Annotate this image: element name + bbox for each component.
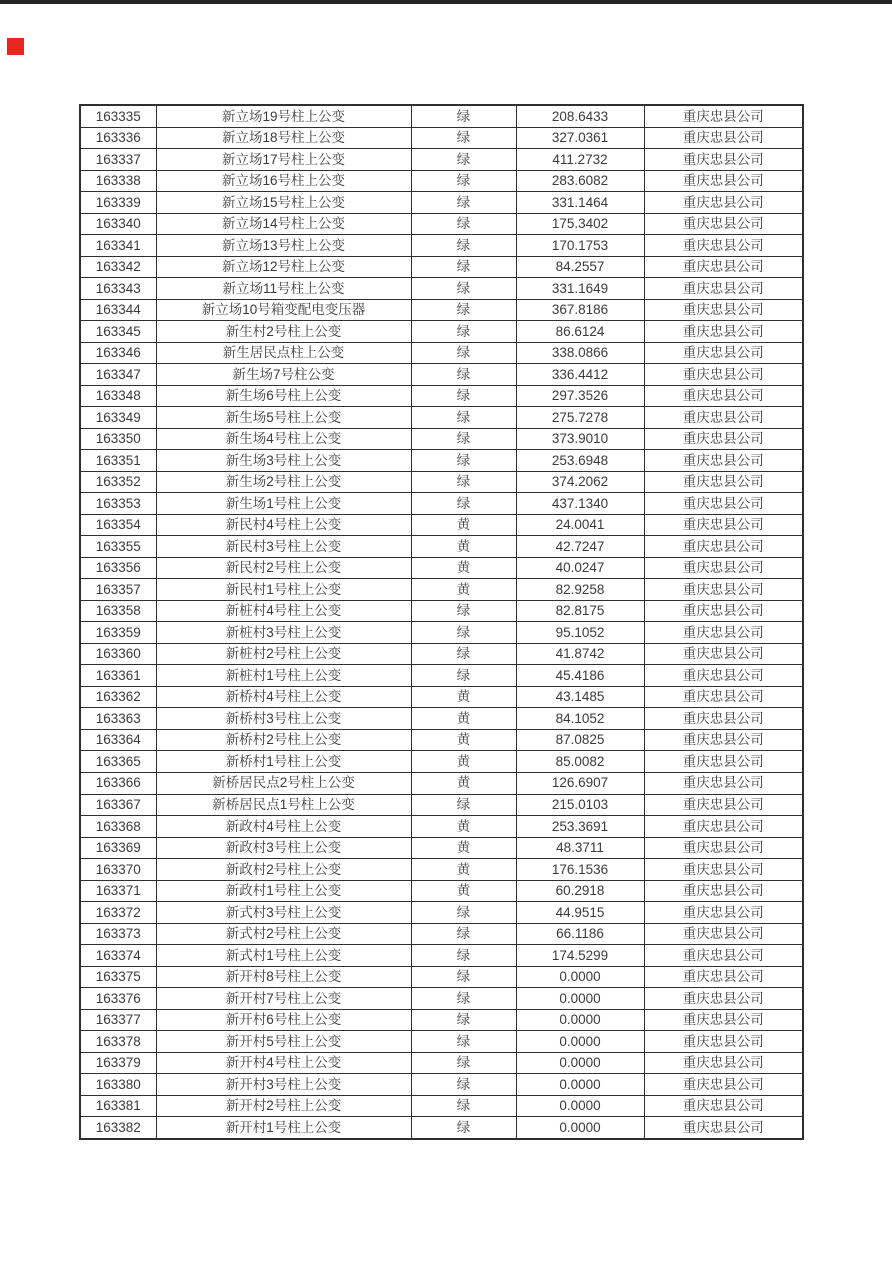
red-marker	[7, 38, 24, 55]
row-company-cell: 重庆忠县公司	[644, 1052, 803, 1074]
table-row	[80, 1009, 803, 1031]
table-row	[80, 1074, 803, 1096]
row-company-cell: 重庆忠县公司	[644, 127, 803, 149]
row-company-cell: 重庆忠县公司	[644, 299, 803, 321]
row-status-cell: 绿	[411, 622, 516, 644]
table-row	[80, 837, 803, 859]
transformer-table	[79, 104, 804, 1140]
table-row	[80, 428, 803, 450]
row-name-cell: 新式村1号柱上公变	[156, 945, 411, 967]
row-value-cell: 60.2918	[516, 880, 644, 902]
row-value-cell: 0.0000	[516, 1074, 644, 1096]
table-row	[80, 772, 803, 794]
row-status-cell: 黄	[411, 772, 516, 794]
row-company-cell: 重庆忠县公司	[644, 772, 803, 794]
page-top-border	[0, 0, 892, 4]
table-row	[80, 859, 803, 881]
row-status-cell: 绿	[411, 1117, 516, 1139]
row-status-cell: 绿	[411, 105, 516, 127]
row-id-cell: 163351	[80, 450, 156, 472]
table-row	[80, 364, 803, 386]
row-company-cell: 重庆忠县公司	[644, 622, 803, 644]
table-row	[80, 514, 803, 536]
row-status-cell: 黄	[411, 880, 516, 902]
row-status-cell: 绿	[411, 192, 516, 214]
table-row	[80, 751, 803, 773]
row-value-cell: 373.9010	[516, 428, 644, 450]
row-name-cell: 新桥居民点1号柱上公变	[156, 794, 411, 816]
row-status-cell: 绿	[411, 643, 516, 665]
row-value-cell: 338.0866	[516, 342, 644, 364]
row-id-cell: 163357	[80, 579, 156, 601]
row-id-cell: 163341	[80, 235, 156, 257]
row-name-cell: 新生场6号柱上公变	[156, 385, 411, 407]
row-status-cell: 绿	[411, 600, 516, 622]
row-status-cell: 绿	[411, 149, 516, 171]
row-name-cell: 新桥村3号柱上公变	[156, 708, 411, 730]
row-id-cell: 163378	[80, 1031, 156, 1053]
table-body	[80, 105, 803, 1139]
row-status-cell: 黄	[411, 579, 516, 601]
row-status-cell: 黄	[411, 557, 516, 579]
row-company-cell: 重庆忠县公司	[644, 364, 803, 386]
row-status-cell: 黄	[411, 751, 516, 773]
row-value-cell: 253.3691	[516, 816, 644, 838]
table-row	[80, 880, 803, 902]
row-id-cell: 163337	[80, 149, 156, 171]
row-name-cell: 新开村4号柱上公变	[156, 1052, 411, 1074]
row-status-cell: 黄	[411, 816, 516, 838]
table-row	[80, 1117, 803, 1139]
table-row	[80, 105, 803, 127]
row-status-cell: 绿	[411, 966, 516, 988]
row-status-cell: 黄	[411, 859, 516, 881]
row-value-cell: 0.0000	[516, 1009, 644, 1031]
table-row	[80, 471, 803, 493]
row-status-cell: 绿	[411, 321, 516, 343]
row-id-cell: 163352	[80, 471, 156, 493]
row-id-cell: 163368	[80, 816, 156, 838]
row-name-cell: 新生场7号柱公变	[156, 364, 411, 386]
row-id-cell: 163345	[80, 321, 156, 343]
row-name-cell: 新立场15号柱上公变	[156, 192, 411, 214]
row-value-cell: 43.1485	[516, 686, 644, 708]
row-name-cell: 新式村3号柱上公变	[156, 902, 411, 924]
row-status-cell: 黄	[411, 536, 516, 558]
row-status-cell: 绿	[411, 988, 516, 1010]
row-status-cell: 绿	[411, 1074, 516, 1096]
row-name-cell: 新开村8号柱上公变	[156, 966, 411, 988]
table-row	[80, 902, 803, 924]
row-id-cell: 163364	[80, 729, 156, 751]
row-company-cell: 重庆忠县公司	[644, 988, 803, 1010]
row-id-cell: 163353	[80, 493, 156, 515]
row-id-cell: 163340	[80, 213, 156, 235]
row-id-cell: 163336	[80, 127, 156, 149]
row-name-cell: 新立场19号柱上公变	[156, 105, 411, 127]
row-name-cell: 新立场16号柱上公变	[156, 170, 411, 192]
row-id-cell: 163377	[80, 1009, 156, 1031]
row-value-cell: 367.8186	[516, 299, 644, 321]
row-id-cell: 163360	[80, 643, 156, 665]
table-row	[80, 342, 803, 364]
row-value-cell: 215.0103	[516, 794, 644, 816]
row-value-cell: 24.0041	[516, 514, 644, 536]
row-id-cell: 163379	[80, 1052, 156, 1074]
row-name-cell: 新民村2号柱上公变	[156, 557, 411, 579]
row-company-cell: 重庆忠县公司	[644, 407, 803, 429]
row-name-cell: 新立场12号柱上公变	[156, 256, 411, 278]
table-row	[80, 407, 803, 429]
table-row	[80, 299, 803, 321]
row-status-cell: 黄	[411, 514, 516, 536]
table-row	[80, 686, 803, 708]
row-company-cell: 重庆忠县公司	[644, 902, 803, 924]
row-value-cell: 208.6433	[516, 105, 644, 127]
row-value-cell: 0.0000	[516, 988, 644, 1010]
row-value-cell: 82.9258	[516, 579, 644, 601]
row-status-cell: 绿	[411, 1052, 516, 1074]
row-status-cell: 黄	[411, 708, 516, 730]
row-value-cell: 82.8175	[516, 600, 644, 622]
row-id-cell: 163363	[80, 708, 156, 730]
row-name-cell: 新桩村3号柱上公变	[156, 622, 411, 644]
row-id-cell: 163346	[80, 342, 156, 364]
table-row	[80, 945, 803, 967]
row-status-cell: 黄	[411, 686, 516, 708]
row-id-cell: 163356	[80, 557, 156, 579]
row-name-cell: 新立场10号箱变配电变压器	[156, 299, 411, 321]
row-value-cell: 331.1649	[516, 278, 644, 300]
row-name-cell: 新式村2号柱上公变	[156, 923, 411, 945]
table-row	[80, 794, 803, 816]
row-company-cell: 重庆忠县公司	[644, 450, 803, 472]
row-name-cell: 新桥居民点2号柱上公变	[156, 772, 411, 794]
row-status-cell: 绿	[411, 428, 516, 450]
row-status-cell: 绿	[411, 170, 516, 192]
row-value-cell: 331.1464	[516, 192, 644, 214]
row-value-cell: 437.1340	[516, 493, 644, 515]
row-status-cell: 绿	[411, 364, 516, 386]
table-row	[80, 278, 803, 300]
row-value-cell: 86.6124	[516, 321, 644, 343]
row-name-cell: 新民村3号柱上公变	[156, 536, 411, 558]
row-company-cell: 重庆忠县公司	[644, 493, 803, 515]
row-name-cell: 新立场18号柱上公变	[156, 127, 411, 149]
row-id-cell: 163343	[80, 278, 156, 300]
row-value-cell: 253.6948	[516, 450, 644, 472]
row-id-cell: 163338	[80, 170, 156, 192]
row-value-cell: 297.3526	[516, 385, 644, 407]
table-row	[80, 1095, 803, 1117]
row-company-cell: 重庆忠县公司	[644, 536, 803, 558]
row-status-cell: 绿	[411, 407, 516, 429]
row-company-cell: 重庆忠县公司	[644, 278, 803, 300]
row-name-cell: 新桥村4号柱上公变	[156, 686, 411, 708]
table-row	[80, 127, 803, 149]
row-id-cell: 163358	[80, 600, 156, 622]
row-id-cell: 163349	[80, 407, 156, 429]
row-status-cell: 绿	[411, 342, 516, 364]
row-value-cell: 336.4412	[516, 364, 644, 386]
row-value-cell: 95.1052	[516, 622, 644, 644]
row-value-cell: 42.7247	[516, 536, 644, 558]
row-id-cell: 163381	[80, 1095, 156, 1117]
row-id-cell: 163348	[80, 385, 156, 407]
row-name-cell: 新生村2号柱上公变	[156, 321, 411, 343]
row-company-cell: 重庆忠县公司	[644, 945, 803, 967]
row-name-cell: 新政村4号柱上公变	[156, 816, 411, 838]
table-row	[80, 579, 803, 601]
row-name-cell: 新生场4号柱上公变	[156, 428, 411, 450]
row-name-cell: 新生场5号柱上公变	[156, 407, 411, 429]
row-id-cell: 163373	[80, 923, 156, 945]
row-id-cell: 163350	[80, 428, 156, 450]
row-company-cell: 重庆忠县公司	[644, 816, 803, 838]
row-company-cell: 重庆忠县公司	[644, 1117, 803, 1139]
row-status-cell: 绿	[411, 471, 516, 493]
row-name-cell: 新立场13号柱上公变	[156, 235, 411, 257]
row-value-cell: 0.0000	[516, 1031, 644, 1053]
row-name-cell: 新政村1号柱上公变	[156, 880, 411, 902]
row-name-cell: 新立场17号柱上公变	[156, 149, 411, 171]
row-value-cell: 175.3402	[516, 213, 644, 235]
row-company-cell: 重庆忠县公司	[644, 751, 803, 773]
row-name-cell: 新桥村1号柱上公变	[156, 751, 411, 773]
row-name-cell: 新政村2号柱上公变	[156, 859, 411, 881]
table-row	[80, 923, 803, 945]
row-company-cell: 重庆忠县公司	[644, 514, 803, 536]
row-company-cell: 重庆忠县公司	[644, 1031, 803, 1053]
row-status-cell: 绿	[411, 1009, 516, 1031]
row-company-cell: 重庆忠县公司	[644, 192, 803, 214]
row-company-cell: 重庆忠县公司	[644, 708, 803, 730]
table-row	[80, 170, 803, 192]
row-status-cell: 绿	[411, 923, 516, 945]
table-row	[80, 235, 803, 257]
row-status-cell: 黄	[411, 729, 516, 751]
row-id-cell: 163347	[80, 364, 156, 386]
row-company-cell: 重庆忠县公司	[644, 579, 803, 601]
row-name-cell: 新生场1号柱上公变	[156, 493, 411, 515]
row-id-cell: 163382	[80, 1117, 156, 1139]
table-row	[80, 536, 803, 558]
row-id-cell: 163362	[80, 686, 156, 708]
table-row	[80, 708, 803, 730]
row-name-cell: 新生居民点柱上公变	[156, 342, 411, 364]
row-name-cell: 新民村1号柱上公变	[156, 579, 411, 601]
row-name-cell: 新开村5号柱上公变	[156, 1031, 411, 1053]
row-value-cell: 0.0000	[516, 966, 644, 988]
row-value-cell: 40.0247	[516, 557, 644, 579]
row-status-cell: 绿	[411, 493, 516, 515]
row-company-cell: 重庆忠县公司	[644, 342, 803, 364]
row-status-cell: 绿	[411, 945, 516, 967]
row-company-cell: 重庆忠县公司	[644, 880, 803, 902]
row-company-cell: 重庆忠县公司	[644, 235, 803, 257]
row-id-cell: 163369	[80, 837, 156, 859]
row-value-cell: 48.3711	[516, 837, 644, 859]
row-value-cell: 44.9515	[516, 902, 644, 924]
row-value-cell: 85.0082	[516, 751, 644, 773]
row-company-cell: 重庆忠县公司	[644, 428, 803, 450]
row-id-cell: 163374	[80, 945, 156, 967]
row-name-cell: 新开村2号柱上公变	[156, 1095, 411, 1117]
table-row	[80, 213, 803, 235]
row-id-cell: 163367	[80, 794, 156, 816]
table-row	[80, 256, 803, 278]
row-company-cell: 重庆忠县公司	[644, 256, 803, 278]
row-id-cell: 163355	[80, 536, 156, 558]
table-row	[80, 816, 803, 838]
row-value-cell: 45.4186	[516, 665, 644, 687]
row-name-cell: 新开村1号柱上公变	[156, 1117, 411, 1139]
row-status-cell: 绿	[411, 278, 516, 300]
row-value-cell: 41.8742	[516, 643, 644, 665]
row-value-cell: 411.2732	[516, 149, 644, 171]
table-row	[80, 149, 803, 171]
row-company-cell: 重庆忠县公司	[644, 557, 803, 579]
row-status-cell: 绿	[411, 256, 516, 278]
table-row	[80, 192, 803, 214]
table-row	[80, 600, 803, 622]
table-row	[80, 643, 803, 665]
table-row	[80, 622, 803, 644]
row-company-cell: 重庆忠县公司	[644, 686, 803, 708]
row-company-cell: 重庆忠县公司	[644, 643, 803, 665]
row-name-cell: 新政村3号柱上公变	[156, 837, 411, 859]
row-name-cell: 新桥村2号柱上公变	[156, 729, 411, 751]
row-value-cell: 0.0000	[516, 1052, 644, 1074]
table-row	[80, 450, 803, 472]
row-status-cell: 绿	[411, 213, 516, 235]
row-name-cell: 新生场2号柱上公变	[156, 471, 411, 493]
row-company-cell: 重庆忠县公司	[644, 966, 803, 988]
row-company-cell: 重庆忠县公司	[644, 471, 803, 493]
row-company-cell: 重庆忠县公司	[644, 859, 803, 881]
table-row	[80, 493, 803, 515]
row-name-cell: 新桩村1号柱上公变	[156, 665, 411, 687]
row-status-cell: 绿	[411, 299, 516, 321]
table-row	[80, 557, 803, 579]
row-name-cell: 新桩村2号柱上公变	[156, 643, 411, 665]
row-name-cell: 新立场14号柱上公变	[156, 213, 411, 235]
row-value-cell: 176.1536	[516, 859, 644, 881]
row-company-cell: 重庆忠县公司	[644, 321, 803, 343]
row-value-cell: 170.1753	[516, 235, 644, 257]
table-row	[80, 966, 803, 988]
row-status-cell: 绿	[411, 902, 516, 924]
row-value-cell: 174.5299	[516, 945, 644, 967]
row-id-cell: 163344	[80, 299, 156, 321]
row-value-cell: 275.7278	[516, 407, 644, 429]
row-id-cell: 163370	[80, 859, 156, 881]
row-status-cell: 绿	[411, 1031, 516, 1053]
row-name-cell: 新开村6号柱上公变	[156, 1009, 411, 1031]
row-id-cell: 163361	[80, 665, 156, 687]
row-value-cell: 327.0361	[516, 127, 644, 149]
row-company-cell: 重庆忠县公司	[644, 1009, 803, 1031]
row-company-cell: 重庆忠县公司	[644, 1095, 803, 1117]
row-name-cell: 新民村4号柱上公变	[156, 514, 411, 536]
row-company-cell: 重庆忠县公司	[644, 1074, 803, 1096]
row-id-cell: 163372	[80, 902, 156, 924]
row-id-cell: 163366	[80, 772, 156, 794]
table-row	[80, 385, 803, 407]
row-id-cell: 163376	[80, 988, 156, 1010]
row-company-cell: 重庆忠县公司	[644, 794, 803, 816]
row-value-cell: 374.2062	[516, 471, 644, 493]
row-status-cell: 绿	[411, 385, 516, 407]
row-company-cell: 重庆忠县公司	[644, 170, 803, 192]
row-name-cell: 新开村7号柱上公变	[156, 988, 411, 1010]
row-name-cell: 新生场3号柱上公变	[156, 450, 411, 472]
row-status-cell: 绿	[411, 794, 516, 816]
row-value-cell: 87.0825	[516, 729, 644, 751]
row-value-cell: 84.1052	[516, 708, 644, 730]
row-company-cell: 重庆忠县公司	[644, 665, 803, 687]
row-value-cell: 283.6082	[516, 170, 644, 192]
table-row	[80, 665, 803, 687]
row-company-cell: 重庆忠县公司	[644, 600, 803, 622]
row-company-cell: 重庆忠县公司	[644, 213, 803, 235]
row-company-cell: 重庆忠县公司	[644, 837, 803, 859]
table-row	[80, 729, 803, 751]
row-company-cell: 重庆忠县公司	[644, 385, 803, 407]
row-status-cell: 黄	[411, 837, 516, 859]
row-name-cell: 新桩村4号柱上公变	[156, 600, 411, 622]
row-name-cell: 新立场11号柱上公变	[156, 278, 411, 300]
row-status-cell: 绿	[411, 665, 516, 687]
row-value-cell: 0.0000	[516, 1095, 644, 1117]
row-company-cell: 重庆忠县公司	[644, 149, 803, 171]
row-status-cell: 绿	[411, 450, 516, 472]
row-status-cell: 绿	[411, 127, 516, 149]
row-id-cell: 163354	[80, 514, 156, 536]
row-id-cell: 163380	[80, 1074, 156, 1096]
row-value-cell: 0.0000	[516, 1117, 644, 1139]
row-id-cell: 163375	[80, 966, 156, 988]
row-id-cell: 163342	[80, 256, 156, 278]
row-status-cell: 绿	[411, 235, 516, 257]
row-company-cell: 重庆忠县公司	[644, 729, 803, 751]
row-id-cell: 163359	[80, 622, 156, 644]
row-name-cell: 新开村3号柱上公变	[156, 1074, 411, 1096]
row-company-cell: 重庆忠县公司	[644, 923, 803, 945]
table-row	[80, 1031, 803, 1053]
row-value-cell: 126.6907	[516, 772, 644, 794]
row-id-cell: 163335	[80, 105, 156, 127]
row-id-cell: 163371	[80, 880, 156, 902]
row-id-cell: 163339	[80, 192, 156, 214]
table-row	[80, 1052, 803, 1074]
table-row	[80, 988, 803, 1010]
table-row	[80, 321, 803, 343]
row-status-cell: 绿	[411, 1095, 516, 1117]
row-value-cell: 66.1186	[516, 923, 644, 945]
row-id-cell: 163365	[80, 751, 156, 773]
row-value-cell: 84.2557	[516, 256, 644, 278]
row-company-cell: 重庆忠县公司	[644, 105, 803, 127]
